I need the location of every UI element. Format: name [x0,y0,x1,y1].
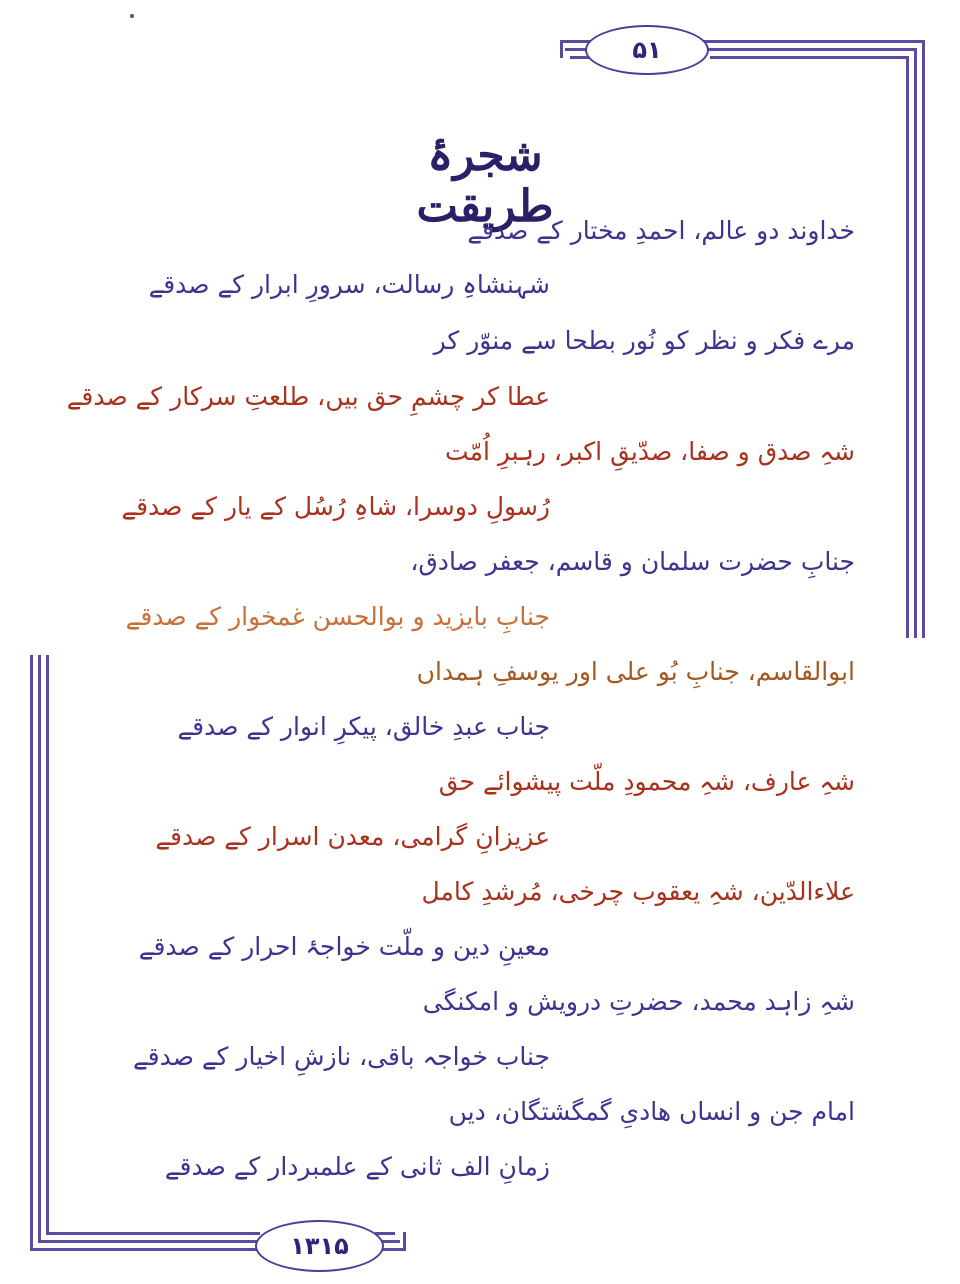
verse-line: شہِ زاہد محمد، حضرتِ درویش و امکنگی [422,987,855,1016]
frame-line-right-1 [922,40,925,638]
frame-line-bottom-right-stub-vertical [403,1232,406,1251]
frame-line-bottom-1 [30,1248,260,1251]
verse-line: امام جن و انساں ھادیِ گمگشتگان، دیں [448,1097,855,1126]
verse-line: رُسولِ دوسرا، شاہِ رُسُل کے یار کے صدقے [121,492,550,521]
verse-line: عطا کر چشمِ حق بیں، طلعتِ سرکار کے صدقے [66,382,550,411]
verse-line: جناب خواجہ باقی، نازشِ اخیار کے صدقے [133,1042,550,1071]
verse-line: جنابِ بایزید و بوالحسن غمخوار کے صدقے [125,602,550,631]
frame-line-top-2 [705,48,917,51]
page-number-top: ۵۱ [585,25,709,75]
page-number-bottom: ۱۳۱۵ [255,1220,384,1272]
verse-line: شہنشاہِ رسالت، سرورِ ابرار کے صدقے [148,270,550,299]
verse-line: معینِ دین و ملّت خواجۂ احرار کے صدقے [138,932,550,961]
frame-line-stub-vertical-1 [560,40,563,58]
frame-line-bottom-3 [46,1232,260,1235]
frame-line-bottom-2 [38,1240,260,1243]
verse-line: علاءالدّین، شہِ یعقوب چرخی، مُرشدِ کامل [421,877,855,906]
verse-line: ابوالقاسم، جنابِ بُو علی اور یوسفِ ہمداں [416,657,855,686]
frame-line-left-1 [30,655,33,1250]
frame-line-right-3 [906,56,909,638]
verse-line: عزیزانِ گرامی، معدن اسرار کے صدقے [155,822,550,851]
verse-line: شہِ عارف، شہِ محمودِ ملّت پیشوائے حق [438,767,855,796]
page-title: شجرۂ طریقت [416,130,554,232]
verse-line: شہِ صدق و صفا، صدّیقِ اکبر، رہبرِ اُمّت [445,437,855,466]
frame-line-top-1 [700,40,925,43]
verse-line: زمانِ الف ثانی کے علمبردار کے صدقے [164,1152,550,1181]
verse-line: جناب عبدِ خالق، پیکرِ انوار کے صدقے [177,712,550,741]
verse-line: جنابِ حضرت سلمان و قاسم، جعفر صادق، [410,547,855,576]
frame-line-left-2 [38,655,41,1242]
frame-line-right-2 [914,48,917,638]
verse-line: مرے فکر و نظر کو نُور بطحا سے منوّر کر [433,326,855,355]
verse-line: خداوند دو عالم، احمدِ مختار کے صدقے [467,216,855,245]
frame-line-top-left-stub-1 [560,40,590,43]
frame-line-top-3 [710,56,909,59]
frame-line-left-3 [46,655,49,1234]
speck-dot [130,14,134,18]
